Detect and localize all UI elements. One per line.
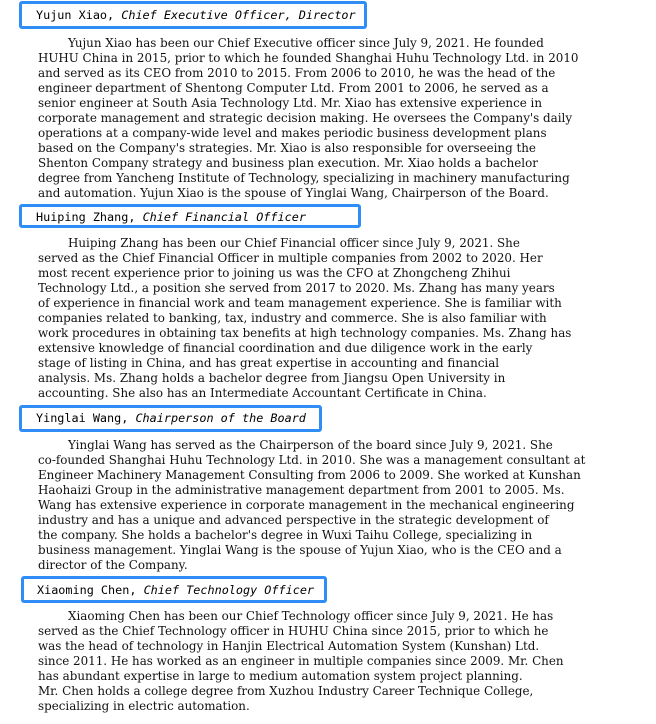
- bio-line: director of the Company.: [38, 558, 188, 572]
- bio-yinglai-wang: [38, 438, 638, 573]
- bio-line: Yujun Xiao has been our Chief Executive officer since July 9, 2021. He founded: [68, 36, 544, 50]
- person-name: Yujun Xiao: [36, 8, 108, 22]
- bio-line: served as the Chief Financial Officer in multiple companies from 2002 to 2020. Her: [38, 251, 543, 265]
- bio-line: stage of listing in China, and has great expertise in accounting and financial: [38, 356, 500, 370]
- bio-line: Technology Ltd., a position she served from 2017 to 2020. Ms. Zhang has many years: [38, 281, 555, 295]
- bio-line: the company. She holds a bachelor's degree in Wuxi Taihu College, specializing in: [38, 528, 533, 542]
- bio-yujun-xiao: [38, 36, 638, 201]
- bio-line: and served as its CEO from 2010 to 2015. From 2006 to 2010, he was the head of the: [38, 66, 556, 80]
- bio-line: business management. Yinglai Wang is the spouse of Yujun Xiao, who is the CEO and a: [38, 543, 562, 557]
- person-title: Chief Financial Officer: [142, 210, 306, 224]
- bio-line: Shenton Company strategy and business plan execution. Mr. Xiao holds a bachelor: [38, 156, 538, 170]
- bio-line: HUHU China in 2015, prior to which he founded Shanghai Huhu Technology Ltd. in 2010: [38, 51, 579, 65]
- person-name: Xiaoming Chen: [37, 583, 130, 597]
- heading-yinglai-wang: Yinglai Wang, Chairperson of the Board: [36, 411, 306, 425]
- bio-line: Haohaizi Group in the administrative management department from 2001 to 2005. Ms.: [38, 483, 565, 497]
- bio-huiping-zhang: [38, 236, 638, 401]
- bio-line: and automation. Yujun Xiao is the spouse of Yinglai Wang, Chairperson of the Board.: [38, 186, 549, 200]
- bio-line: based on the Company's strategies. Mr. Xiao is also responsible for overseeing the: [38, 141, 536, 155]
- person-title: Chief Technology Officer: [143, 583, 315, 597]
- bio-line: accounting. She also has an Intermediate Accountant Certificate in China.: [38, 386, 487, 400]
- bio-xiaoming-chen: [38, 609, 638, 714]
- heading-huiping-zhang: Huiping Zhang, Chief Financial Officer: [36, 210, 306, 224]
- bio-line: Wang has extensive experience in corporate management in the mechanical engineering: [38, 498, 575, 512]
- bio-line: served as the Chief Technology officer in HUHU China since 2015, prior to which he: [38, 624, 549, 638]
- bio-line: senior engineer at South Asia Technology Ltd. Mr. Xiao has extensive experience in: [38, 96, 543, 110]
- person-title: Chief Executive Officer, Director: [121, 8, 356, 22]
- bio-line: Mr. Chen holds a college degree from Xuzhou Industry Career Technique College,: [38, 684, 534, 698]
- bio-line: co-founded Shanghai Huhu Technology Ltd. in 2010. She was a management consultant at: [38, 453, 586, 467]
- person-name: Yinglai Wang: [36, 411, 122, 425]
- bio-line: was the head of technology in Hanjin Electrical Automation System (Kunshan) Ltd.: [38, 639, 540, 653]
- heading-yujun-xiao: Yujun Xiao, Chief Executive Officer, Director: [36, 8, 356, 22]
- bio-line: industry and has a unique and advanced perspective in the strategic development of: [38, 513, 549, 527]
- bio-line: extensive knowledge of financial coordination and due diligence work in the early: [38, 341, 533, 355]
- bio-line: work procedures in obtaining tax benefits at high technology companies. Ms. Zhang has: [38, 326, 572, 340]
- bio-line: Engineer Machinery Management Consulting from 2006 to 2009. She worked at Kunshan: [38, 468, 581, 482]
- bio-line: since 2011. He has worked as an engineer in multiple companies since 2009. Mr. Chen: [38, 654, 564, 668]
- bio-line: of experience in financial work and team management experience. She is familiar with: [38, 296, 562, 310]
- bio-line: Yinglai Wang has served as the Chairperson of the board since July 9, 2021. She: [68, 438, 553, 452]
- bio-line: engineer department of Shentong Computer Ltd. From 2001 to 2006, he served as a: [38, 81, 549, 95]
- bio-line: Huiping Zhang has been our Chief Financial officer since July 9, 2021. She: [68, 236, 520, 250]
- bio-line: corporate management and strategic decision making. He oversees the Company's daily: [38, 111, 573, 125]
- bio-line: specializing in electric automation.: [38, 699, 250, 713]
- bio-line: companies related to banking, tax, industry and commerce. She is also familiar with: [38, 311, 547, 325]
- bio-line: Xiaoming Chen has been our Chief Technology officer since July 9, 2021. He has: [68, 609, 554, 623]
- person-name: Huiping Zhang: [36, 210, 129, 224]
- bio-line: most recent experience prior to joining us was the CFO at Zhongcheng Zhihui: [38, 266, 511, 280]
- person-title: Chairperson of the Board: [135, 411, 306, 425]
- heading-xiaoming-chen: Xiaoming Chen, Chief Technology Officer: [37, 583, 315, 597]
- bio-line: operations at a company-wide level and makes periodic business development plans: [38, 126, 547, 140]
- bio-line: degree from Yancheng Institute of Technology, specializing in machinery manufacturing: [38, 171, 570, 185]
- bio-line: has abundant expertise in large to medium automation system project planning.: [38, 669, 523, 683]
- bio-line: analysis. Ms. Zhang holds a bachelor degree from Jiangsu Open University in: [38, 371, 506, 385]
